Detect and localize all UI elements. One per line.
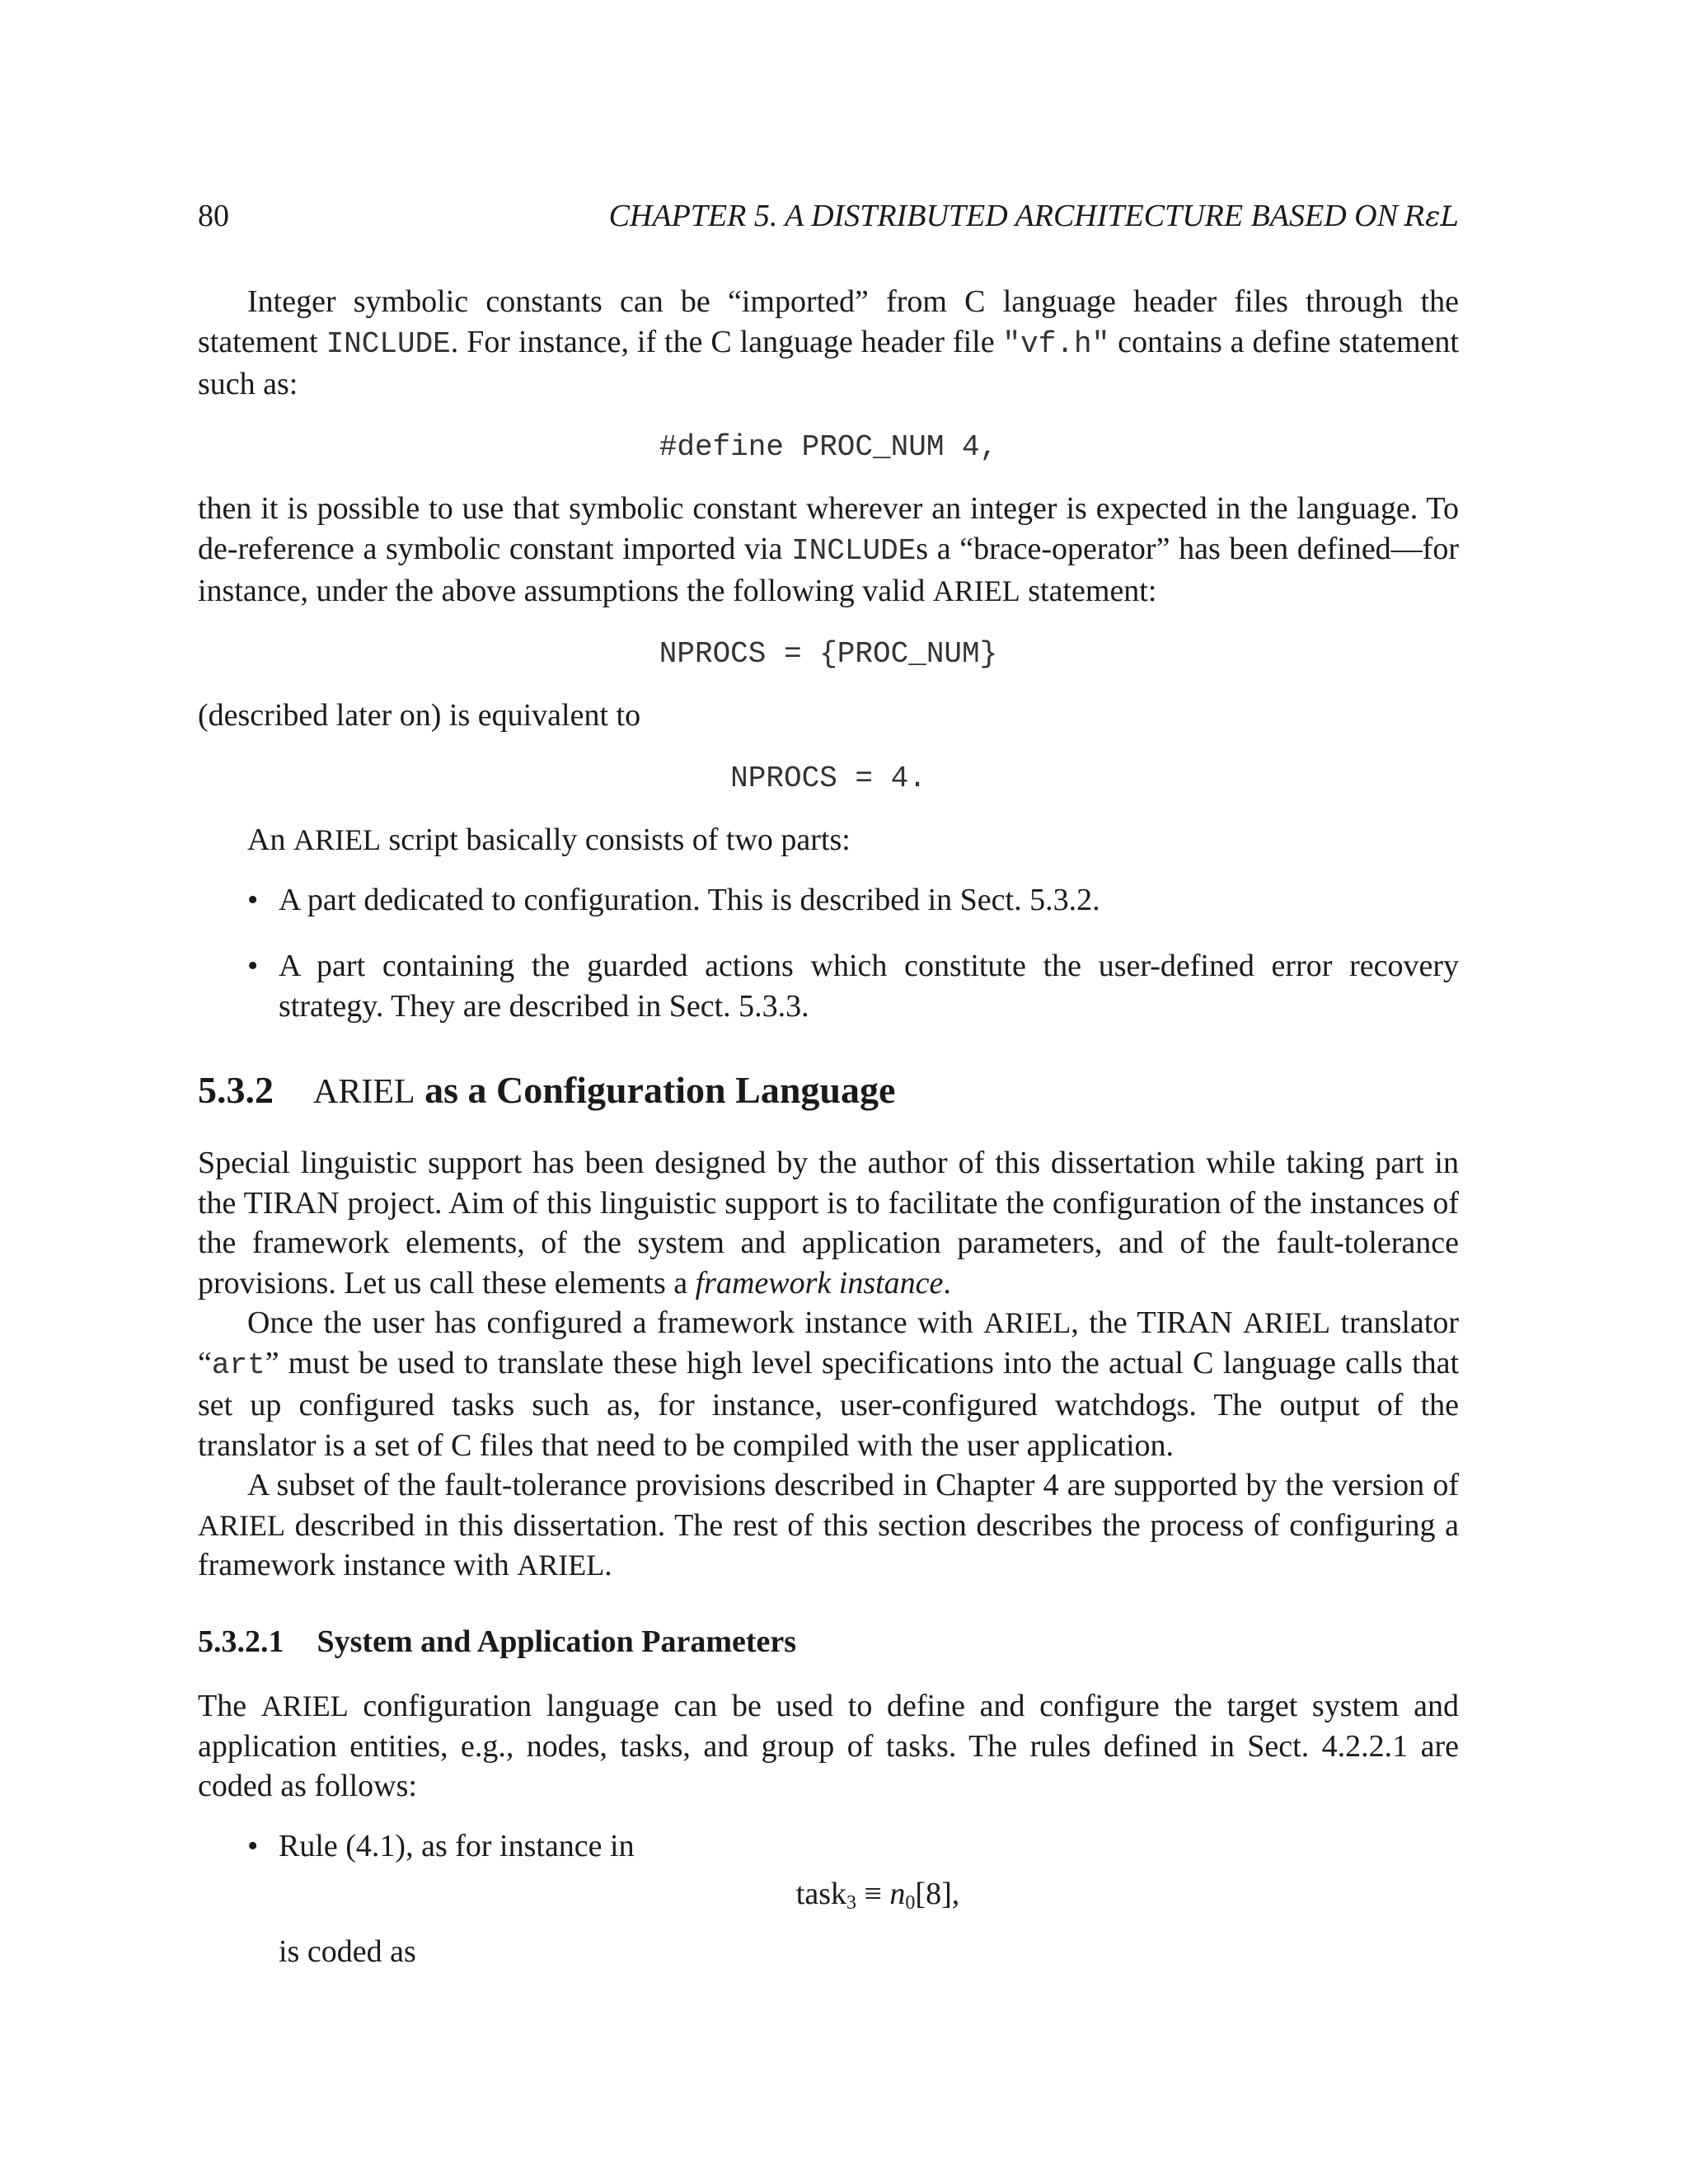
section-title: as a Configuration Language xyxy=(415,1069,896,1111)
inline-code: art xyxy=(211,1347,265,1382)
math-display-task3: task$_3$ ≡ $n_0[8]$, xyxy=(795,1877,960,1914)
ariel-smallcaps: ARIEL xyxy=(313,1073,415,1111)
code-display-define: #define PROC_NUM 4, xyxy=(659,429,998,464)
rel-logo: RεL xyxy=(1404,200,1459,233)
emphasis: framework instance xyxy=(695,1265,944,1301)
paragraph-script-parts: An ARIEL script basically consists of two parts: xyxy=(247,823,851,857)
bullet-icon: • xyxy=(247,882,259,917)
bullet-list-rules xyxy=(198,1826,1459,1867)
section-heading xyxy=(198,1066,1459,1117)
ariel-smallcaps: ARIEL xyxy=(260,1690,349,1722)
list-item: • A part containing the guarded actions which constitute the user-defined error recovery strategy. They are described in Sect. 5.3.3. xyxy=(198,946,1459,1026)
ariel-smallcaps: ARIEL xyxy=(293,823,381,856)
ariel-smallcaps: ARIEL xyxy=(1243,1306,1330,1339)
inline-code: INCLUDE xyxy=(791,533,917,568)
ariel-smallcaps: ARIEL xyxy=(932,574,1020,607)
paragraph-subset: A subset of the fault-tolerance provisions described in Chapter 4 are supported by the version of ARIEL described in this dissertation. The rest of this section describes the process of configuring a framework instance with ARIEL. xyxy=(198,1468,1459,1582)
running-head xyxy=(198,198,1459,239)
subsection-heading xyxy=(198,1622,1459,1662)
bullet-list-parts xyxy=(198,880,1459,1027)
page-number: 80 xyxy=(198,199,229,233)
bullet-icon: • xyxy=(247,949,259,983)
paragraph-config-language: The ARIEL configuration language can be used to define and configure the target system and application entities, e.g., nodes, tasks, and group of tasks. The rules defined in Sect. 4.2.2.1 are coded as follows: xyxy=(198,1689,1459,1803)
list-item: • A part dedicated to configuration. This is described in Sect. 5.3.2. xyxy=(198,880,1459,921)
inline-code: "vf.h" xyxy=(1002,326,1110,361)
body-text xyxy=(198,282,1459,1971)
subsection-number: 5.3.2.1 xyxy=(198,1624,284,1659)
list-item: • Rule (4.1), as for instance in xyxy=(198,1826,1459,1867)
section-number: 5.3.2 xyxy=(198,1069,274,1111)
code-display-nprocs-4: NPROCS = 4. xyxy=(730,761,926,795)
paragraph-equivalent: (described later on) is equivalent to xyxy=(198,698,641,733)
paragraph-include: Integer symbolic constants can be “imported” from C language header files through the statement INCLUDE. For instance, if the C language header file "vf.h" contains a define statement such as: xyxy=(198,284,1459,401)
paper-page xyxy=(198,0,1459,2184)
paragraph-translator: Once the user has configured a framework instance with ARIEL, the TIRAN ARIEL translator “art” must be used to translate these high level specifications into the actual C language calls that set up configured tasks such as, for instance, user-configured watchdogs. The output of the translator is a set of C files that need to be compiled with the user application. xyxy=(198,1305,1459,1463)
inline-code: INCLUDE xyxy=(326,326,451,361)
ariel-smallcaps: ARIEL xyxy=(198,1508,285,1542)
chapter-title-text: CHAPTER 5. A DISTRIBUTED ARCHITECTURE BASED ON xyxy=(608,199,1398,233)
ariel-smallcaps: ARIEL xyxy=(517,1549,605,1582)
text-is-coded-as: is coded as xyxy=(279,1933,416,1969)
subsection-title: System and Application Parameters xyxy=(316,1624,797,1659)
code-display-nprocs: NPROCS = {PROC_NUM} xyxy=(659,636,998,671)
paragraph-brace-operator: then it is possible to use that symbolic constant wherever an integer is expected in the language. To de-reference a symbolic constant imported via INCLUDEs a “brace-operator” has been defined—for instance, under the above assumptions the following valid ARIEL statement: xyxy=(198,491,1459,608)
ariel-smallcaps: ARIEL xyxy=(983,1306,1071,1339)
paragraph-linguistic-support: Special linguistic support has been designed by the author of this dissertation while taking part in the TIRAN project. Aim of this linguistic support is to facilitate the configuration of the instances of the framework elements, of the system and application parameters, and of the fault-tolerance provisions. Let us call these elements a framework instance. xyxy=(198,1146,1459,1301)
chapter-title xyxy=(609,198,1459,234)
bullet-icon: • xyxy=(247,1828,259,1863)
